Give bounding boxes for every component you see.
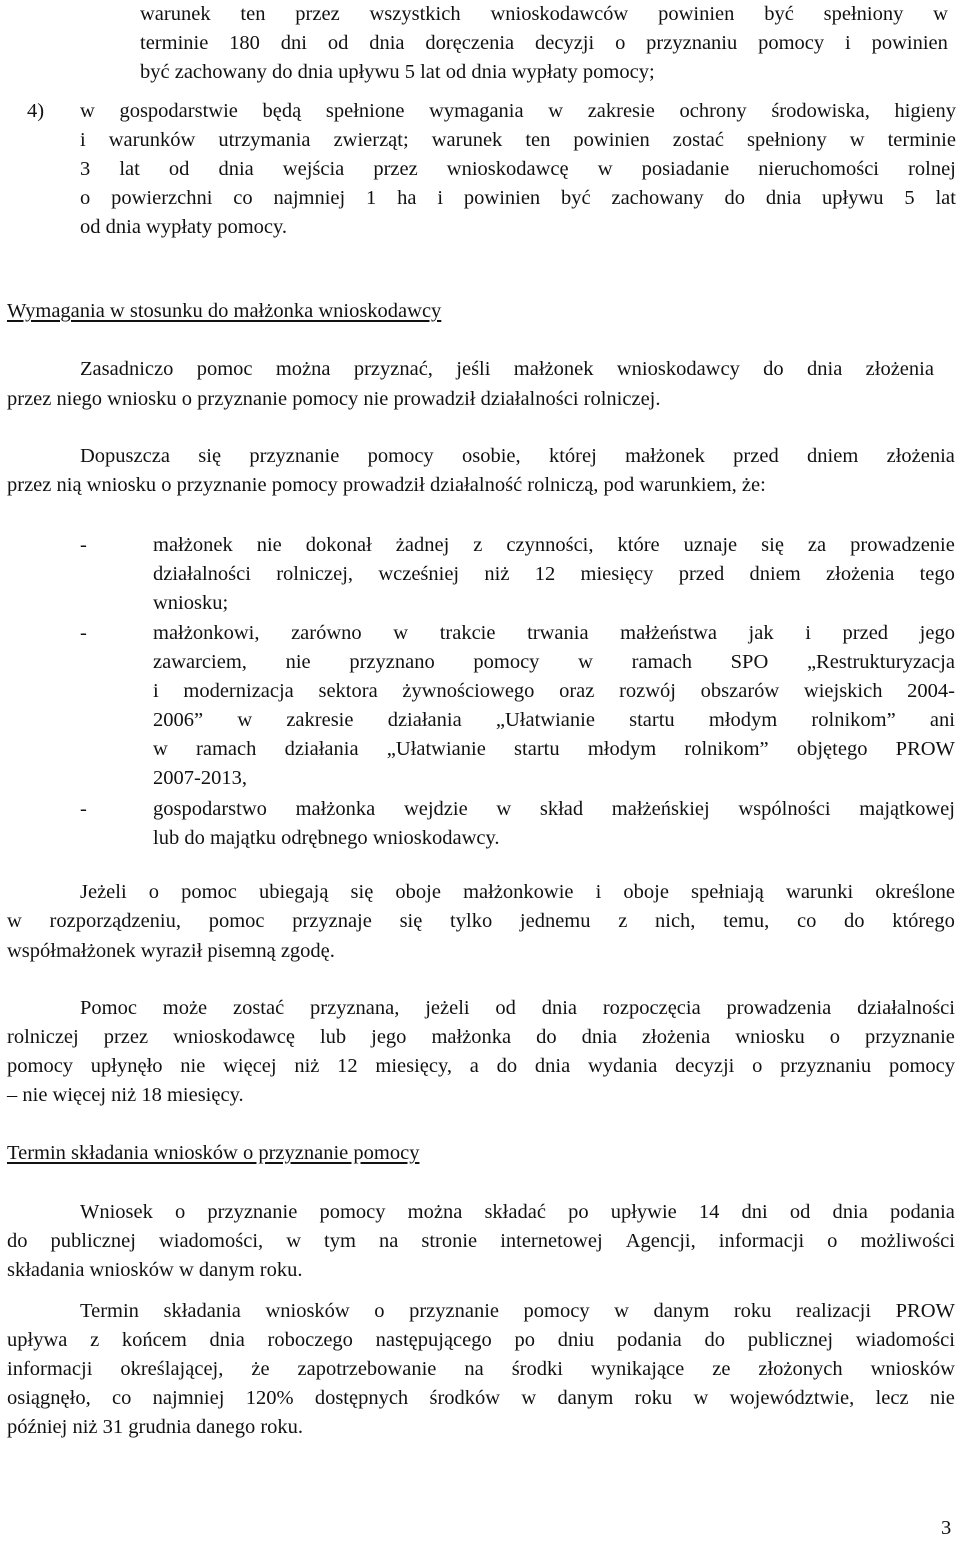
bullet-marker: -	[80, 798, 87, 820]
text-line: Wniosek o przyznanie pomocy można składać po upływie 14 dni od dnia podania	[80, 1201, 955, 1223]
bullet-marker: -	[80, 534, 87, 556]
page-number: 3	[941, 1517, 952, 1539]
text-line: działalności rolniczej, wcześniej niż 12 miesięcy przed dniem złożenia tego	[153, 563, 955, 585]
section-heading: Wymagania w stosunku do małżonka wnioskodawcy	[7, 300, 442, 322]
text-line: lub do majątku odrębnego wnioskodawcy.	[153, 827, 500, 849]
text-line: składania wniosków w danym roku.	[7, 1259, 303, 1281]
text-line: być zachowany do dnia upływu 5 lat od dnia wypłaty pomocy;	[140, 61, 655, 83]
text-line: przez nią wniosku o przyznanie pomocy prowadził działalność rolniczą, pod warunkiem, że:	[7, 474, 766, 496]
text-line: od dnia wypłaty pomocy.	[80, 216, 288, 238]
text-line: Jeżeli o pomoc ubiegają się oboje małżonkowie i oboje spełniają warunki określone	[80, 881, 955, 903]
text-line: 2006” w zakresie działania „Ułatwianie startu młodym rolnikom” ani	[153, 709, 955, 731]
text-line: Zasadniczo pomoc można przyznać, jeśli małżonek wnioskodawcy do dnia złożenia	[80, 358, 934, 380]
text-line: Dopuszcza się przyznanie pomocy osobie, której małżonek przed dniem złożenia	[80, 445, 955, 467]
text-line: w rozporządzeniu, pomoc przyznaje się tylko jednemu z nich, temu, co do którego	[7, 910, 955, 932]
text-line: zawarciem, nie przyznano pomocy w ramach SPO „Restrukturyzacja	[153, 651, 955, 673]
text-line: do publicznej wiadomości, w tym na stronie internetowej Agencji, informacji o możliwości	[7, 1230, 955, 1252]
text-line: terminie 180 dni od dnia doręczenia decyzji o przyznaniu pomocy i powinien	[140, 32, 948, 54]
text-line: współmałżonek wyraził pisemną zgodę.	[7, 940, 335, 962]
section-heading: Termin składania wniosków o przyznanie pomocy	[7, 1142, 420, 1164]
text-line: warunek ten przez wszystkich wnioskodawców powinien być spełniony w	[140, 3, 948, 25]
text-line: o powierzchni co najmniej 1 ha i powinien być zachowany do dnia upływu 5 lat	[80, 187, 956, 209]
text-line: i warunków utrzymania zwierząt; warunek ten powinien zostać spełniony w terminie	[80, 129, 956, 151]
text-line: rolniczej przez wnioskodawcę lub jego małżonka do dnia złożenia wniosku o przyznanie	[7, 1026, 955, 1048]
list-number: 4)	[27, 100, 45, 122]
text-line: 3 lat od dnia wejścia przez wnioskodawcę w posiadanie nieruchomości rolnej	[80, 158, 956, 180]
text-line: później niż 31 grudnia danego roku.	[7, 1416, 304, 1438]
text-line: gospodarstwo małżonka wejdzie w skład małżeńskiej wspólności majątkowej	[153, 798, 955, 820]
text-line: małżonek nie dokonał żadnej z czynności, które uznaje się za prowadzenie	[153, 534, 955, 556]
text-line: wniosku;	[153, 592, 229, 614]
text-line: Termin składania wniosków o przyznanie pomocy w danym roku realizacji PROW	[80, 1300, 955, 1322]
text-line: upływa z końcem dnia roboczego następującego po dniu podania do publicznej wiadomości	[7, 1329, 955, 1351]
text-line: informacji określającej, że zapotrzebowanie na środki wynikające ze złożonych wniosków	[7, 1358, 955, 1380]
text-line: – nie więcej niż 18 miesięcy.	[7, 1084, 244, 1106]
text-line: Pomoc może zostać przyznana, jeżeli od dnia rozpoczęcia prowadzenia działalności	[80, 997, 955, 1019]
text-line: 2007-2013,	[153, 767, 247, 789]
text-line: małżonkowi, zarówno w trakcie trwania małżeństwa jak i przed jego	[153, 622, 955, 644]
bullet-marker: -	[80, 622, 87, 644]
text-line: pomocy upłynęło nie więcej niż 12 miesięcy, a do dnia wydania decyzji o przyznaniu pomocy	[7, 1055, 955, 1077]
text-line: osiągnęło, co najmniej 120% dostępnych środków w danym roku w województwie, lecz nie	[7, 1387, 955, 1409]
text-line: w ramach działania „Ułatwianie startu młodym rolnikom” objętego PROW	[153, 738, 955, 760]
text-line: i modernizacja sektora żywnościowego oraz rozwój obszarów wiejskich 2004-	[153, 680, 955, 702]
text-line: w gospodarstwie będą spełnione wymagania w zakresie ochrony środowiska, higieny	[80, 100, 956, 122]
text-line: przez niego wniosku o przyznanie pomocy nie prowadził działalności rolniczej.	[7, 388, 661, 410]
